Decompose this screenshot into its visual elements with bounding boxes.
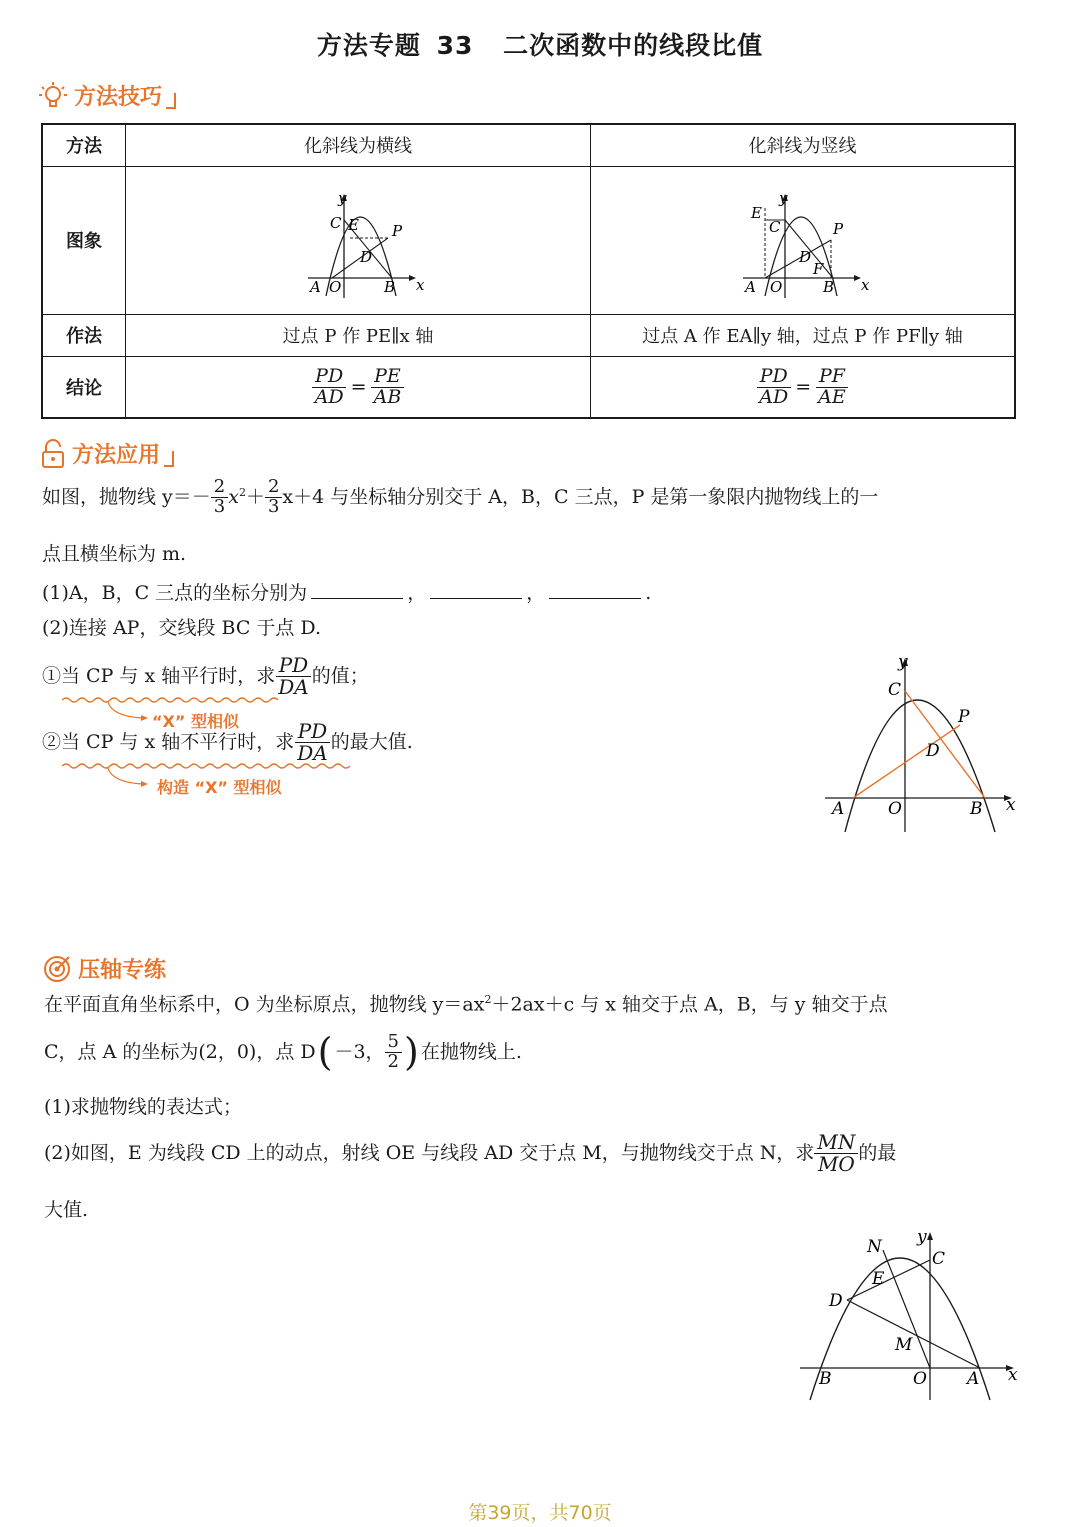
fig2-label-c: C [768,217,780,236]
title-number: 33 [436,31,474,60]
conclusion-horizontal: $\frac{PD}{AD}$ = $\frac{PE}{AB}$ [126,356,591,418]
table-row [42,166,1015,314]
apply-sup: 2 [238,486,246,499]
fig1-label-e: E [348,215,359,234]
c2-left-num: PD [757,367,791,388]
figure-vertical [733,178,873,298]
practice-q1: (1)求抛物线的表达式； [44,1096,242,1118]
fig1-label-b: B [384,277,396,296]
lightbulb-icon [38,81,68,111]
practice-line-2: C，点 A 的坐标为(2，0)，点 D ( －3， $\frac{5}{2}$ ) 在抛物线上. [44,1030,522,1075]
practice-fig-label-d: D [829,1291,843,1311]
apply-text-b: x [228,485,239,508]
fig1-label-x: x [416,275,425,294]
practice-point-den: 2 [387,1050,399,1072]
unlock-icon [40,439,66,469]
table-header-vertical: 化斜线为竖线 [591,124,1016,166]
apply-fig-label-y: y [898,652,908,672]
fig2-label-b: B [822,277,834,296]
fig2-label-d: D [798,247,811,266]
apply-q2-2-end: 的最大值. [330,731,413,754]
table-header-method: 方法 [42,124,126,166]
apply-q2-2-num: PD [295,721,331,743]
section-skills-label: 方法技巧 [74,85,163,110]
answer-blank-c[interactable] [549,580,641,599]
apply-frac2-den: 3 [267,495,280,517]
table-row [42,356,1015,418]
target-icon [42,954,72,984]
apply-q2-2-den: DA [297,741,328,765]
fig2-label-x: x [860,275,869,294]
apply-q2-1-text: ①当 CP 与 x 轴平行时，求 [42,665,276,688]
c2-right-num: PF [816,367,848,388]
practice-q2-end: 的最 [858,1142,897,1165]
practice-fig-label-o: O [913,1369,927,1389]
section-practice-label: 压轴专练 [78,958,167,983]
fig1-label-o: O [329,277,342,296]
apply-line-2: 点且横坐标为 m. [42,543,187,565]
table-label-image: 图象 [42,166,126,314]
practice-point-x: －3， [334,1040,385,1063]
apply-q1 [42,580,651,605]
method-vertical: 过点 A 作 EA∥y 轴，过点 P 作 PF∥y 轴 [591,314,1016,356]
apply-figure [820,650,1030,835]
practice-line-1 [44,993,888,1016]
apply-q2-1 [42,655,369,698]
methods-table [41,123,1016,419]
annotation-note-1: “X” 型相似 [152,712,239,731]
table-label-conclusion: 结论 [42,356,126,418]
c1-left-den: AD [314,385,344,408]
c1-right-den: AB [373,385,402,408]
practice-fig-label-b: B [819,1369,832,1389]
sep: ， [407,582,427,604]
fig2-label-e: E [750,203,762,222]
fig1-label-d: D [360,247,373,266]
section-skills [38,80,176,111]
section-practice [42,953,166,984]
conclusion-vertical: $\frac{PD}{AD}$ = $\frac{PF}{AE}$ [591,356,1016,418]
practice-sup: 2 [484,993,492,1006]
table-header-horizontal: 化斜线为横线 [126,124,591,166]
fig2-label-o: O [769,277,782,296]
practice-fig-label-e: E [872,1269,885,1289]
apply-text-c: ＋ [245,485,265,508]
apply-text-d: x＋4 与坐标轴分别交于 A，B，C 三点，P 是第一象限内抛物线上的一 [282,485,879,508]
c2-right-den: AE [818,385,846,408]
fig1-label-p: P [392,221,403,240]
apply-text-a: 如图，抛物线 y＝－ [42,485,211,508]
practice-fig-label-x: x [1008,1365,1018,1385]
practice-q2-den: MO [817,1152,855,1176]
practice-fig-label-m: M [895,1335,913,1355]
apply-q2-2 [42,721,413,764]
fig1-label-c: C [330,213,342,232]
apply-frac1-den: 3 [213,495,226,517]
table-label-method: 作法 [42,314,126,356]
practice-fig-label-n: N [867,1237,882,1257]
method-horizontal: 过点 P 作 PE∥x 轴 [126,314,591,356]
end: . [645,582,652,604]
page-footer: 第39页，共70页 [468,1502,612,1524]
fig2-label-p: P [832,219,843,238]
apply-q2-1-end: 的值； [311,665,369,688]
annotation-note-2: 构造 “X” 型相似 [157,778,282,797]
fig2-label-a: A [744,277,756,296]
apply-q2: (2)连接 AP，交线段 BC 于点 D. [42,617,322,639]
practice-text-c: C，点 A 的坐标为(2，0)，点 D [44,1040,316,1063]
sep: ， [526,582,546,604]
apply-fig-label-b: B [970,799,983,819]
fig2-label-y: y [778,188,787,207]
c1-right-num: PE [371,367,404,388]
apply-frac2-num: 2 [265,478,282,498]
apply-q2-1-num: PD [276,655,312,677]
table-row [42,124,1015,166]
fig2-label-f: F [812,259,823,278]
practice-text-a: 在平面直角坐标系中，O 为坐标原点，抛物线 y＝ax [44,993,485,1016]
apply-fig-label-o: O [888,799,902,819]
apply-q2-1-den: DA [278,675,309,699]
answer-blank-b[interactable] [430,580,522,599]
practice-line-last: 大值. [44,1199,89,1221]
apply-line-1 [42,478,878,517]
figure-cell-2 [591,166,1016,314]
practice-point-num: 5 [385,1033,402,1053]
apply-fig-label-x: x [1006,795,1016,815]
practice-q2 [44,1132,896,1175]
practice-q2-text: (2)如图，E 为线段 CD 上的动点，射线 OE 与线段 AD 交于点 M，与抛物线交于点 N，求 [44,1142,815,1165]
practice-figure [795,1228,1025,1408]
apply-fig-label-a: A [832,799,845,819]
apply-fig-label-d: D [926,741,940,761]
apply-q2-2-text: ②当 CP 与 x 轴不平行时，求 [42,731,295,754]
figure-cell-1 [126,166,591,314]
practice-text-d: 在抛物线上. [420,1040,522,1063]
c1-left-num: PD [312,367,346,388]
section-apply-label: 方法应用 [72,443,161,468]
title-prefix: 方法专题 [316,31,421,60]
apply-fig-label-c: C [888,680,902,700]
fig1-label-y: y [338,188,347,207]
answer-blank-a[interactable] [311,580,403,599]
table-row [42,314,1015,356]
c2-left-den: AD [759,385,789,408]
page-title [0,26,1080,62]
figure-horizontal [288,178,428,298]
apply-q1-text: (1)A，B，C 三点的坐标分别为 [42,582,308,604]
practice-fig-label-c: C [932,1249,946,1269]
practice-text-b: ＋2ax＋c 与 x 轴交于点 A，B，与 y 轴交于点 [491,993,888,1016]
practice-fig-label-a: A [967,1369,980,1389]
fig1-label-a: A [310,277,321,296]
practice-fig-label-y: y [917,1228,927,1247]
title-text: 二次函数中的线段比值 [503,31,764,60]
practice-q2-num: MN [814,1132,858,1154]
apply-fig-label-p: P [958,707,970,727]
section-apply [40,438,174,469]
apply-frac1-num: 2 [211,478,228,498]
